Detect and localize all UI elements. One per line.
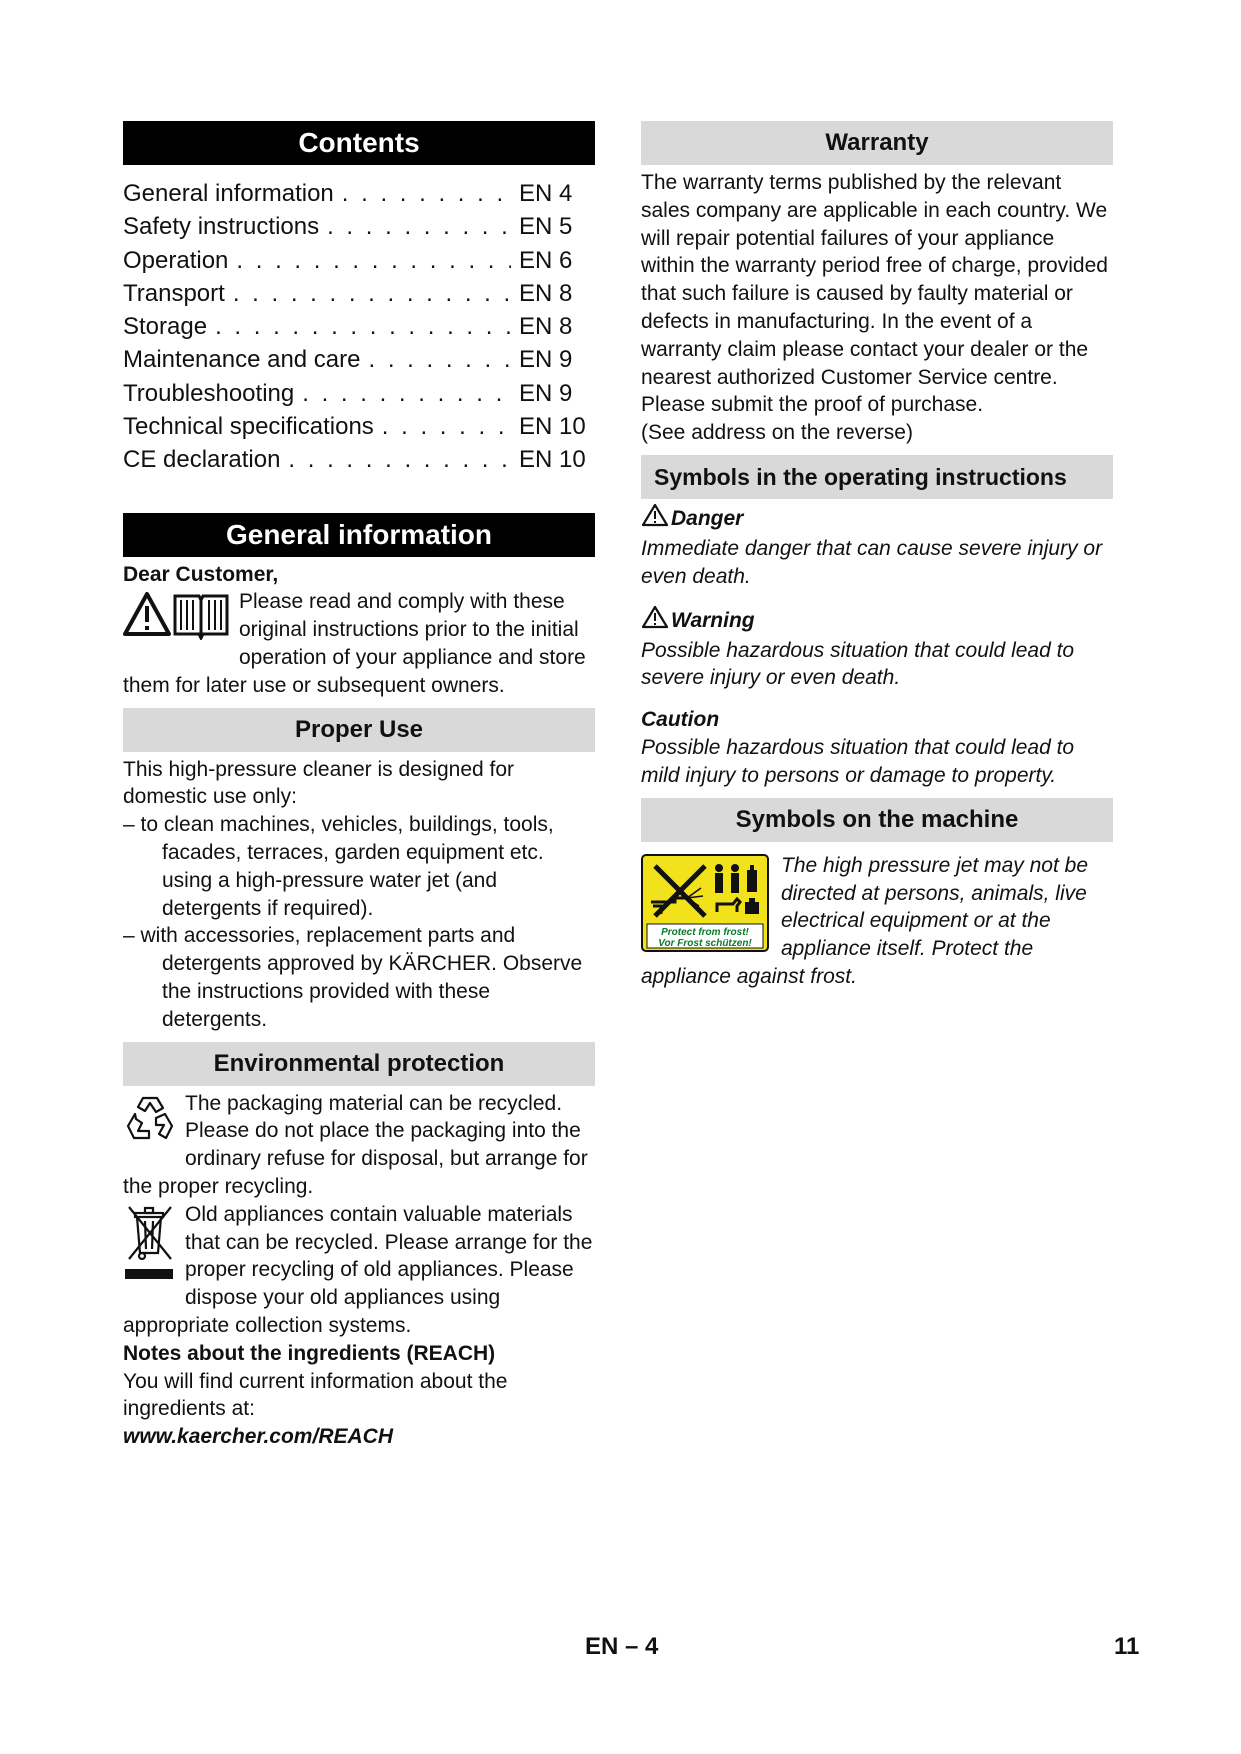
caution-text: Possible hazardous situation that could lead to mild injury to persons or damage to property.: [641, 736, 1075, 787]
intro-text: Please read and comply with these original instructions prior to the initial operation of your appliance and store them for later use or subsequent owners.: [123, 590, 586, 697]
machine-symbol-text: The high pressure jet may not be directed at persons, animals, live electrical equipment or at the appliance itself. Protect the appliance against frost.: [641, 853, 1089, 988]
right-column: [641, 121, 1113, 991]
intro-paragraph: [123, 588, 595, 699]
list-item: – with accessories, replacement parts and detergents approved by KÄRCHER. Observe the instructions provided with these detergents.: [123, 924, 583, 1031]
warning-label: Warning: [671, 608, 755, 632]
toc-item[interactable]: [123, 277, 583, 310]
warning-text: Possible hazardous situation that could lead to severe injury or even death.: [641, 638, 1075, 690]
old-appliances-text: Old appliances contain valuable materials that can be recycled. Please arrange for the proper recycling of old appliances. Please dispose your old appliances using appropriate collection systems.: [123, 1202, 593, 1337]
toc-page: EN 10: [519, 446, 586, 474]
crossed-bin-icon: [123, 1203, 177, 1291]
toc-page: EN 9: [519, 379, 573, 407]
left-column: [123, 121, 595, 1451]
toc-item[interactable]: [123, 377, 583, 410]
toc-label: General information: [123, 180, 334, 207]
toc-page: EN 9: [519, 346, 573, 374]
toc-label: Technical specifications: [123, 413, 374, 441]
label-line-2: Vor Frost schützen!: [658, 937, 752, 949]
toc-label: Safety instructions: [123, 213, 320, 241]
symbols-instructions-section: [641, 503, 1113, 790]
recycle-icon: [123, 1094, 177, 1152]
symbols-machine-heading: Symbols on the machine: [641, 798, 1113, 842]
warranty-heading: Warranty: [641, 121, 1113, 165]
toc-label: Storage: [123, 313, 208, 341]
warranty-note: (See address on the reverse): [641, 421, 913, 445]
general-information-heading: General information: [123, 513, 595, 557]
symbols-instructions-heading: Symbols in the operating instructions: [641, 455, 1113, 499]
warranty-text: The warranty terms published by the relevant sales company are applicable in each country. We will repair potential failures of your appliance within the warranty period free of charge, provided that such failure is caused by faulty material or defects in manufacturing. In the event of a warranty claim please contact your dealer or the nearest authorized Customer Service centre. Please submit the proof of purchase.: [641, 171, 1108, 417]
contents-heading: Contents: [123, 121, 595, 165]
toc-item[interactable]: [123, 343, 583, 376]
warning-triangle-icon: [641, 503, 671, 535]
reach-heading: Notes about the ingredients (REACH): [123, 1341, 496, 1365]
environmental-protection-heading: Environmental protection: [123, 1042, 595, 1086]
list-item: – to clean machines, vehicles, buildings, tools, facades, terraces, garden equipment etc. using a high-pressure water jet (and detergents if required).: [123, 813, 554, 920]
proper-use-heading: Proper Use: [123, 708, 595, 752]
warning-manual-icon: [123, 588, 231, 648]
toc-item[interactable]: [123, 310, 583, 343]
warranty-section: [641, 169, 1113, 447]
toc-page: EN 5: [519, 213, 573, 241]
reach-text: You will find current information about the ingredients at:: [123, 1369, 508, 1421]
toc-item[interactable]: [123, 244, 583, 277]
danger-text: Immediate danger that can cause severe injury or even death.: [641, 536, 1103, 588]
table-of-contents: [123, 177, 595, 477]
footer-page-number: 11: [1114, 1633, 1140, 1660]
footer-section-label: EN – 4: [585, 1633, 659, 1660]
label-line-1: Protect from frost!: [661, 926, 749, 938]
recycle-text: The packaging material can be recycled. Please do not place the packaging into the ordinary refuse for disposal, but arrange for the proper recycling.: [123, 1091, 588, 1199]
old-appliances-paragraph: [123, 1201, 595, 1340]
general-information-section: [123, 561, 595, 700]
toc-page: EN 4: [519, 180, 573, 207]
toc-label: Operation: [123, 246, 229, 274]
toc-page: EN 10: [519, 413, 586, 441]
toc-label: CE declaration: [123, 446, 281, 474]
caution-title: Caution: [641, 708, 720, 732]
toc-label: Transport: [123, 279, 225, 307]
environmental-protection-section: [123, 1090, 595, 1451]
toc-page: EN 8: [519, 279, 573, 307]
greeting: Dear Customer,: [123, 562, 279, 586]
proper-use-intro: This high-pressure cleaner is designed for domestic use only:: [123, 757, 515, 809]
warning-triangle-icon: [641, 605, 671, 637]
toc-label: Troubleshooting: [123, 379, 295, 407]
danger-title: [641, 503, 1113, 535]
symbols-machine-section: [641, 852, 1113, 991]
toc-item[interactable]: [123, 443, 586, 476]
toc-label: Maintenance and care: [123, 346, 361, 374]
toc-item[interactable]: [123, 177, 583, 210]
pressure-jet-warning-label-icon: [641, 854, 769, 960]
danger-label: Danger: [671, 506, 744, 530]
recycle-paragraph: [123, 1090, 595, 1201]
toc-item[interactable]: [123, 210, 583, 243]
toc-item[interactable]: [123, 410, 586, 443]
machine-symbol-paragraph: [641, 852, 1113, 991]
warning-title: [641, 605, 1113, 637]
toc-page: EN 6: [519, 246, 573, 274]
proper-use-section: [123, 756, 595, 1034]
reach-link[interactable]: www.kaercher.com/REACH: [123, 1425, 393, 1449]
toc-page: EN 8: [519, 313, 573, 341]
